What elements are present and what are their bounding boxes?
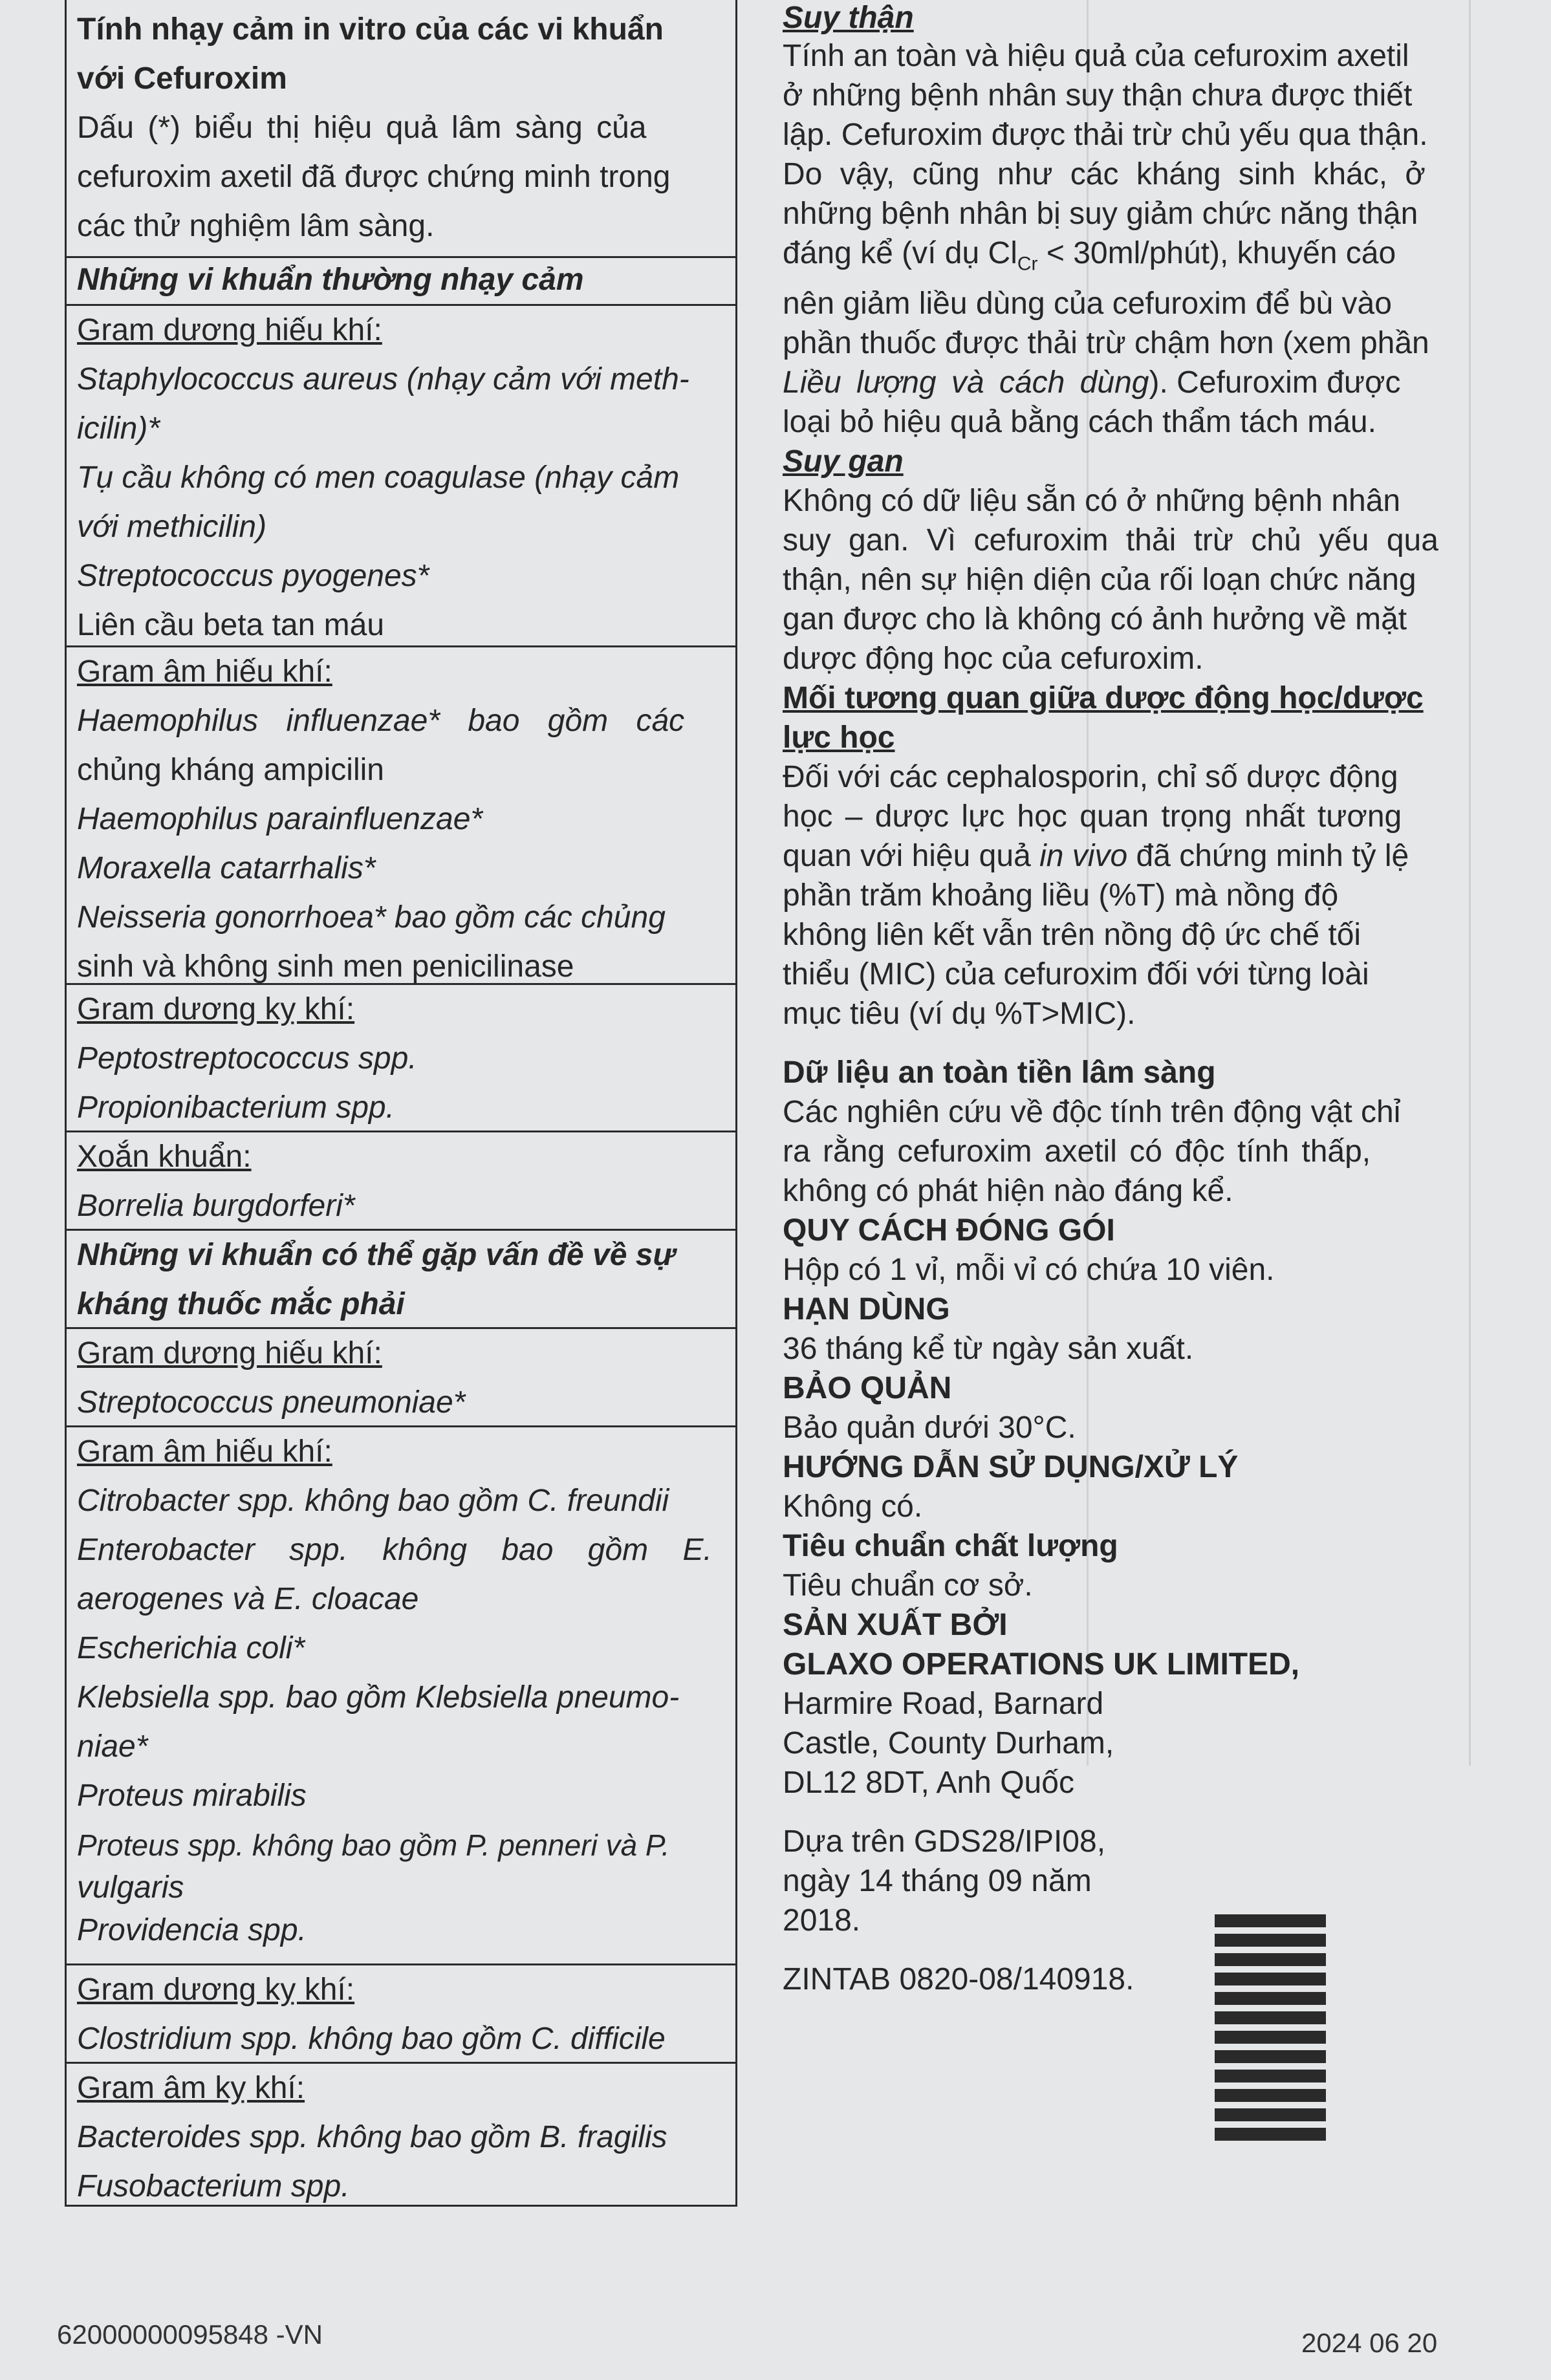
organism-line: Peptostreptococcus spp.: [77, 1041, 417, 1076]
organism-line: Propionibacterium spp.: [77, 1090, 395, 1125]
resistance-heading-line-1: Những vi khuẩn có thể gặp vấn đề về sự: [77, 1238, 675, 1272]
text-fragment: quan với hiệu quả: [783, 838, 1040, 873]
reference-line: ngày 14 tháng 09 năm: [783, 1863, 1092, 1898]
subscript: Cr: [1017, 253, 1038, 275]
organism-line: Citrobacter spp. không bao gồm C. freundii: [77, 1484, 669, 1518]
pharmacode-barcode: [1215, 1914, 1326, 2157]
packaging-text: Hộp có 1 vỉ, mỗi vỉ có chứa 10 viên.: [783, 1252, 1275, 1287]
organism-line: Tụ cầu không có men coagulase (nhạy cảm: [77, 460, 680, 495]
shelf-life-text: 36 tháng kể từ ngày sản xuất.: [783, 1331, 1194, 1366]
pkpd-title-line-2: lực học: [783, 720, 895, 755]
footer-code: 62000000095848 -VN: [57, 2319, 323, 2350]
preclinical-title: Dữ liệu an toàn tiền lâm sàng: [783, 1055, 1216, 1090]
organism-line: Enterobacter spp. không bao gồm E.: [77, 1533, 712, 1567]
organism-line: Escherichia coli*: [77, 1631, 305, 1665]
res-gram-pos-aerobic-cell: [67, 1327, 735, 1425]
text-line: học – dược lực học quan trọng nhất tương: [783, 799, 1402, 834]
handling-title: HƯỚNG DẪN SỬ DỤNG/XỬ LÝ: [783, 1449, 1239, 1484]
text-fragment: đã chứng minh tỷ lệ: [1127, 838, 1409, 873]
organism-line: Streptococcus pyogenes*: [77, 559, 429, 593]
organism-line: Klebsiella spp. bao gồm Klebsiella pneumo-: [77, 1680, 680, 1715]
text-line: Đối với các cephalosporin, chỉ số dược động: [783, 759, 1398, 794]
resistance-heading-line-2: kháng thuốc mắc phải: [77, 1287, 405, 1321]
text-line: không có phát hiện nào đáng kể.: [783, 1173, 1233, 1208]
organism-line: sinh và không sinh men penicilinase: [77, 949, 574, 984]
preclinical-text: [783, 1092, 1468, 1211]
gram-pos-anaerobic-title: Gram dương kỵ khí:: [77, 992, 355, 1026]
quality-text: Tiêu chuẩn cơ sở.: [783, 1568, 1033, 1603]
manufacturer-address-line: Castle, County Durham,: [783, 1726, 1114, 1760]
hepatic-impairment-text: [783, 481, 1468, 678]
text-line: Do vậy, cũng như các kháng sinh khác, ở: [783, 157, 1426, 191]
handling-text: Không có.: [783, 1489, 923, 1524]
text-line: Không có dữ liệu sẵn có ở những bệnh nhân: [783, 483, 1401, 518]
organism-line: Proteus spp. không bao gồm P. penneri và P.: [77, 1828, 670, 1862]
spirochetes-title: Xoắn khuẩn:: [77, 1140, 252, 1174]
organism-line: Haemophilus influenzae* bao gồm các: [77, 704, 685, 738]
sensitive-heading-cell: [67, 256, 735, 304]
organism-line: vulgaris: [77, 1870, 184, 1905]
reference-line: Dựa trên GDS28/IPI08,: [783, 1824, 1106, 1859]
quality-title: Tiêu chuẩn chất lượng: [783, 1528, 1118, 1563]
organism-line: Haemophilus parainfluenzae*: [77, 802, 483, 836]
pkpd-text: [783, 757, 1468, 1033]
text-line: [783, 233, 1468, 284]
text-fragment: < 30ml/phút), khuyến cáo: [1037, 236, 1396, 270]
res-gram-neg-anaerobic-cell: [67, 2062, 735, 2205]
gram-pos-aerobic-cell: [67, 304, 735, 645]
organism-line: aerogenes và E. cloacae: [77, 1582, 419, 1616]
text-line: ở những bệnh nhân suy thận chưa được thiết: [783, 78, 1413, 113]
asterisk-note-line-1: Dấu (*) biểu thị hiệu quả lâm sàng của: [77, 111, 647, 145]
renal-impairment-text: [783, 36, 1468, 442]
table-title-line-2: với Cefuroxim: [77, 61, 287, 96]
organism-line: Providencia spp.: [77, 1913, 307, 1947]
text-line: thận, nên sự hiện diện của rối loạn chức năng: [783, 562, 1416, 597]
shelf-life-title: HẠN DÙNG: [783, 1292, 950, 1326]
organism-line: Clostridium spp. không bao gồm C. difficile: [77, 2022, 666, 2056]
organism-line: Borrelia burgdorferi*: [77, 1189, 355, 1223]
text-fragment: đáng kể (ví dụ Cl: [783, 236, 1017, 270]
gram-neg-aerobic-title: Gram âm hiếu khí:: [77, 654, 332, 689]
spirochetes-cell: [67, 1130, 735, 1229]
text-line: [783, 836, 1468, 876]
text-line: ra rằng cefuroxim axetil có độc tính thấp,: [783, 1134, 1371, 1169]
organism-line: Streptococcus pneumoniae*: [77, 1385, 466, 1420]
packaging-title: QUY CÁCH ĐÓNG GÓI: [783, 1213, 1115, 1248]
organism-line: Bacteroides spp. không bao gồm B. fragilis: [77, 2120, 667, 2154]
organism-line: icilin)*: [77, 411, 160, 446]
text-line: nên giảm liều dùng của cefuroxim để bù vào: [783, 286, 1392, 321]
text-line: phần trăm khoảng liều (%T) mà nồng độ: [783, 878, 1339, 913]
organism-line: Neisseria gonorrhoea* bao gồm các chủng: [77, 900, 666, 935]
intro-cell: [67, 0, 735, 256]
text-line: gan được cho là không có ảnh hưởng về mặt: [783, 601, 1407, 636]
res-gram-pos-aerobic-title: Gram dương hiếu khí:: [77, 1336, 382, 1370]
organism-line: chủng kháng ampicilin: [77, 753, 384, 787]
text-line: không liên kết vẫn trên nồng độ ức chế tối: [783, 917, 1361, 952]
text-line: lập. Cefuroxim được thải trừ chủ yếu qua thận.: [783, 118, 1428, 152]
organism-line: Liên cầu beta tan máu: [77, 608, 385, 642]
organism-line: Fusobacterium spp.: [77, 2169, 350, 2203]
hepatic-impairment-title: Suy gan: [783, 444, 904, 479]
text-line: loại bỏ hiệu quả bằng cách thẩm tách máu.: [783, 404, 1376, 439]
resistance-heading-cell: [67, 1229, 735, 1327]
res-gram-neg-aerobic-cell: [67, 1425, 735, 1964]
text-line: dược động học của cefuroxim.: [783, 641, 1204, 676]
manufacturer-address-line: Harmire Road, Barnard: [783, 1686, 1104, 1721]
pkpd-title-line-1: Mối tương quan giữa dược động học/dược: [783, 680, 1424, 715]
footer-date: 2024 06 20: [1301, 2328, 1438, 2358]
manufacturer-address-line: DL12 8DT, Anh Quốc: [783, 1765, 1074, 1800]
document-code: ZINTAB 0820-08/140918.: [783, 1962, 1134, 1996]
res-gram-pos-anaerobic-cell: [67, 1964, 735, 2062]
table-title-line-1: Tính nhạy cảm in vitro của các vi khuẩn: [77, 12, 664, 47]
reference-line: 2018.: [783, 1903, 861, 1938]
organism-line: với methicilin): [77, 510, 267, 544]
asterisk-note-line-2: cefuroxim axetil đã được chứng minh trong: [77, 160, 671, 194]
text-fragment: in vivo: [1039, 838, 1128, 873]
sensitive-heading: Những vi khuẩn thường nhạy cảm: [77, 263, 584, 297]
res-gram-neg-anaerobic-title: Gram âm kỵ khí:: [77, 2071, 305, 2105]
text-line: [783, 363, 1468, 402]
gram-pos-aerobic-title: Gram dương hiếu khí:: [77, 313, 382, 347]
text-line: phần thuốc được thải trừ chậm hơn (xem phần: [783, 325, 1429, 360]
storage-text: Bảo quản dưới 30°C.: [783, 1410, 1076, 1445]
text-line: suy gan. Vì cefuroxim thải trừ chủ yếu qua: [783, 523, 1438, 557]
right-column: [783, 0, 1468, 1999]
text-line: mục tiêu (ví dụ %T>MIC).: [783, 996, 1136, 1031]
text-line: thiểu (MIC) của cefuroxim đối với từng loài: [783, 957, 1369, 991]
gram-pos-anaerobic-cell: [67, 983, 735, 1130]
asterisk-note-line-3: các thử nghiệm lâm sàng.: [77, 209, 435, 243]
storage-title: BẢO QUẢN: [783, 1370, 952, 1405]
susceptibility-table: [65, 0, 737, 2207]
text-line: Các nghiên cứu về độc tính trên động vật chỉ: [783, 1094, 1401, 1129]
res-gram-neg-aerobic-title: Gram âm hiếu khí:: [77, 1434, 332, 1469]
text-fragment: Liều lượng và cách dùng: [783, 365, 1149, 400]
text-line: những bệnh nhân bị suy giảm chức năng thận: [783, 197, 1418, 231]
manufacturer-title: SẢN XUẤT BỞI: [783, 1607, 1008, 1642]
text-fragment: ). Cefuroxim được: [1149, 365, 1401, 400]
organism-line: Staphylococcus aureus (nhạy cảm với meth-: [77, 362, 689, 396]
gram-neg-aerobic-cell: [67, 645, 735, 983]
text-line: Tính an toàn và hiệu quả của cefuroxim axetil: [783, 39, 1409, 73]
manufacturer-company: GLAXO OPERATIONS UK LIMITED,: [783, 1647, 1300, 1682]
organism-line: Proteus mirabilis: [77, 1779, 307, 1813]
renal-impairment-title: Suy thận: [783, 1, 914, 35]
res-gram-pos-anaerobic-title: Gram dương kỵ khí:: [77, 1973, 355, 2007]
organism-line: Moraxella catarrhalis*: [77, 851, 376, 885]
organism-line: niae*: [77, 1729, 148, 1764]
